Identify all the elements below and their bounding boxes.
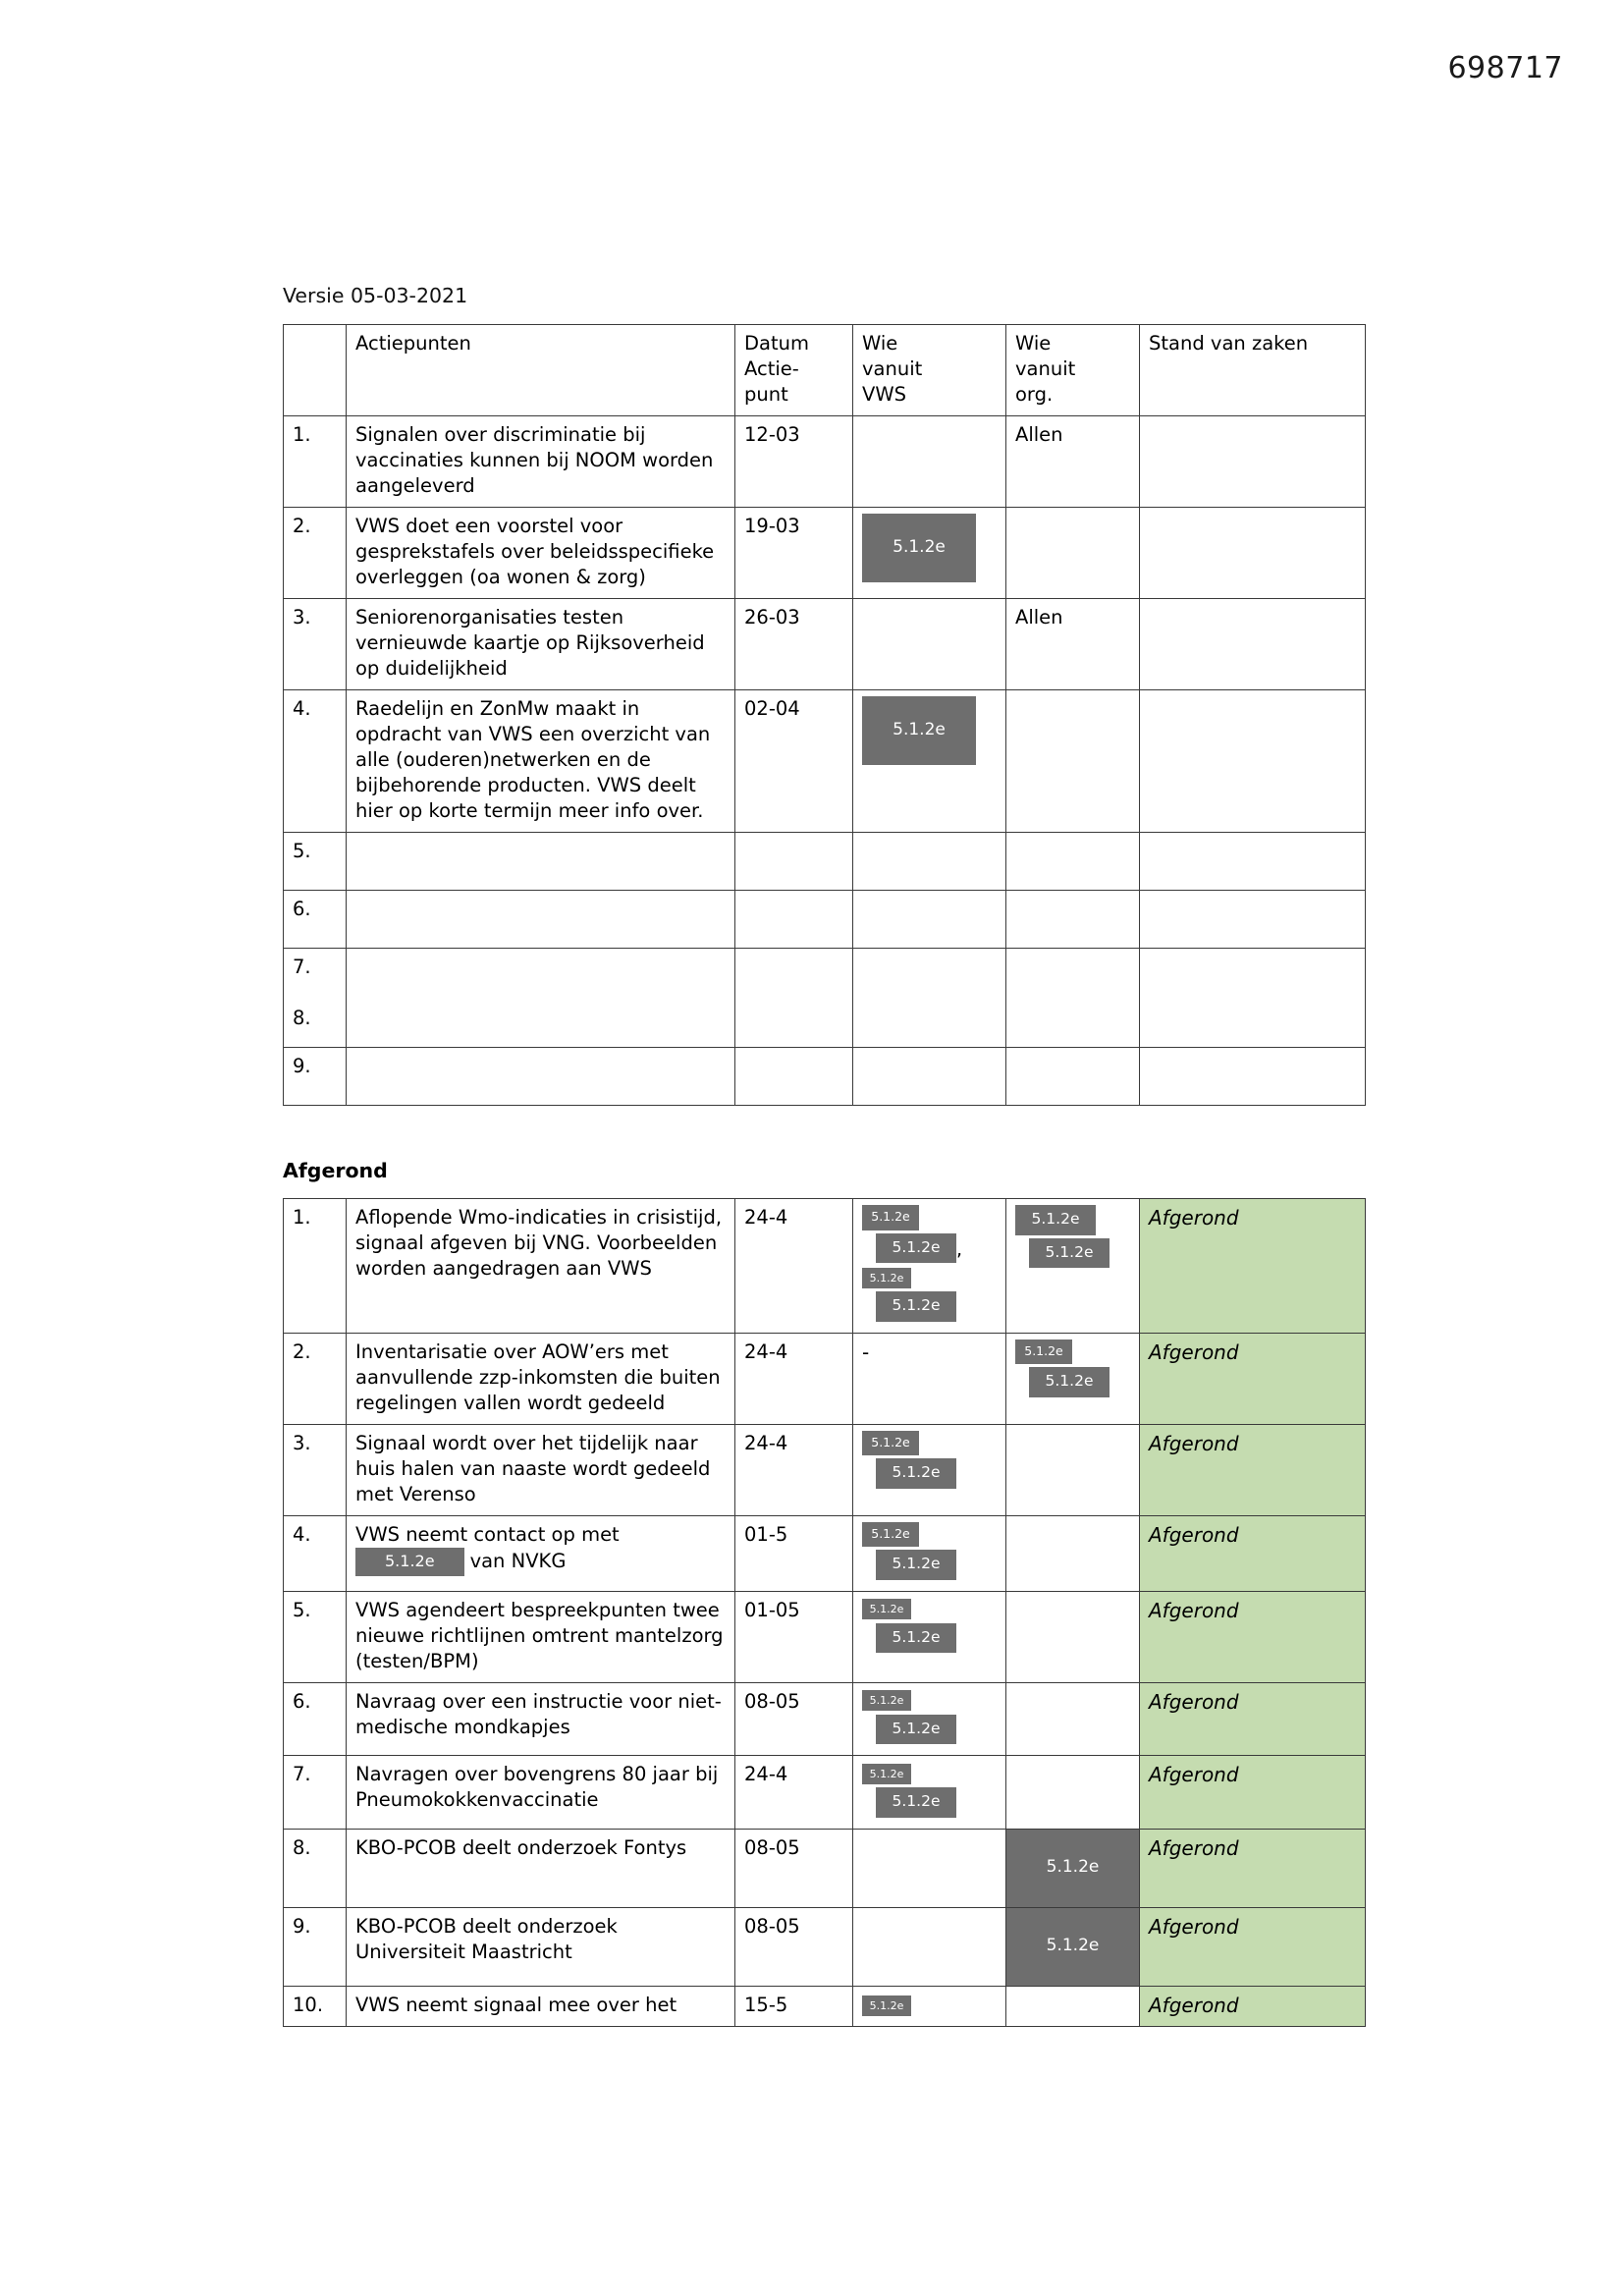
row-date: 01-5 bbox=[735, 1515, 853, 1591]
row-date: 08-05 bbox=[735, 1907, 853, 1986]
row-date bbox=[735, 891, 853, 949]
header-org-line2: vanuit bbox=[1015, 357, 1076, 380]
row-vws bbox=[853, 1424, 1006, 1515]
redaction-chip: 5.1.2e bbox=[876, 1787, 956, 1818]
redaction-chip: 5.1.2e bbox=[862, 1690, 911, 1711]
header-actiepunten: Actiepunten bbox=[347, 325, 735, 416]
header-index bbox=[284, 325, 347, 416]
row-org bbox=[1006, 1986, 1140, 2026]
row-index: 5. bbox=[284, 833, 347, 891]
table-row bbox=[284, 1048, 1366, 1106]
header-stand-van-zaken: Stand van zaken bbox=[1140, 325, 1366, 416]
redaction-chip: 5.1.2e bbox=[862, 1764, 911, 1784]
row-status: Afgerond bbox=[1140, 1591, 1366, 1682]
row-index: 8. bbox=[284, 1829, 347, 1907]
row-status bbox=[1140, 690, 1366, 833]
row-index: 4. bbox=[284, 1515, 347, 1591]
redaction-chip: 5.1.2e bbox=[876, 1715, 956, 1745]
header-datum-line1: Datum bbox=[744, 332, 809, 355]
row-date: 08-05 bbox=[735, 1682, 853, 1756]
header-datum-actiepunt bbox=[735, 325, 853, 416]
redaction-chip-line bbox=[862, 1550, 998, 1583]
row-index: 3. bbox=[284, 1424, 347, 1515]
redaction-chip-stack bbox=[862, 1689, 998, 1748]
row-vws bbox=[853, 1515, 1006, 1591]
redaction-chip-line bbox=[862, 1715, 998, 1748]
row-org: Allen bbox=[1006, 416, 1140, 508]
row-org bbox=[1006, 1591, 1140, 1682]
row-status bbox=[1140, 891, 1366, 949]
row-date: 02-04 bbox=[735, 690, 853, 833]
redaction-chip-stack bbox=[862, 1598, 998, 1657]
row-date: 26-03 bbox=[735, 599, 853, 690]
redaction-chip: 5.1.2e bbox=[862, 1599, 911, 1619]
redaction-chip-stack bbox=[862, 1205, 998, 1325]
redaction-chip: 5.1.2e bbox=[876, 1291, 956, 1322]
row-date bbox=[735, 833, 853, 891]
redaction-chip: 5.1.2e bbox=[862, 1268, 911, 1288]
row-action: Signalen over discriminatie bij vaccinaties kunnen bij NOOM worden aangeleverd bbox=[347, 416, 735, 508]
document-content bbox=[283, 283, 1365, 2027]
table-row bbox=[284, 416, 1366, 508]
row-org bbox=[1006, 1756, 1140, 1830]
row-status bbox=[1140, 416, 1366, 508]
row-vws: - bbox=[853, 1333, 1006, 1424]
row-date bbox=[735, 1048, 853, 1106]
row-org bbox=[1006, 508, 1140, 599]
row-vws bbox=[853, 416, 1006, 508]
row-action bbox=[347, 891, 735, 949]
row-org bbox=[1006, 1829, 1140, 1907]
row-vws bbox=[853, 1591, 1006, 1682]
row-action: KBO-PCOB deelt onderzoek Universiteit Maastricht bbox=[347, 1907, 735, 1986]
table-row bbox=[284, 1424, 1366, 1515]
row-action bbox=[347, 833, 735, 891]
table-row bbox=[284, 891, 1366, 949]
row-org bbox=[1006, 1048, 1140, 1106]
row-date: 24-4 bbox=[735, 1756, 853, 1830]
redaction-chip: 5.1.2e bbox=[876, 1233, 956, 1264]
row-vws bbox=[853, 1199, 1006, 1334]
table-row bbox=[284, 599, 1366, 690]
row-vws bbox=[853, 833, 1006, 891]
row-org bbox=[1006, 1907, 1140, 1986]
row-index: 6. bbox=[284, 891, 347, 949]
row-action: Raedelijn en ZonMw maakt in opdracht van VWS een overzicht van alle (ouderen)netwerken en de bijbehorende producten. VWS deelt hier op korte termijn meer info over. bbox=[347, 690, 735, 833]
row-date bbox=[735, 949, 853, 1048]
row-status bbox=[1140, 599, 1366, 690]
redaction-chip: 5.1.2e bbox=[1015, 1205, 1096, 1235]
table-header-row bbox=[284, 325, 1366, 416]
row-date: 24-4 bbox=[735, 1199, 853, 1334]
header-datum-line3: punt bbox=[744, 383, 788, 406]
row-action bbox=[347, 1515, 735, 1591]
row-vws bbox=[853, 1756, 1006, 1830]
completed-actions-table bbox=[283, 1198, 1366, 2027]
afgerond-heading: Afgerond bbox=[283, 1159, 388, 1182]
row-date: 24-4 bbox=[735, 1333, 853, 1424]
row-index-7: 7. bbox=[293, 956, 311, 978]
header-wie-vanuit-org bbox=[1006, 325, 1140, 416]
table-row bbox=[284, 1907, 1366, 1986]
row-action bbox=[347, 949, 735, 1048]
row-vws bbox=[853, 1907, 1006, 1986]
row-status bbox=[1140, 1048, 1366, 1106]
header-vws-line1: Wie bbox=[862, 332, 898, 355]
comma-separator: , bbox=[956, 1237, 963, 1260]
row-date: 15-5 bbox=[735, 1986, 853, 2026]
table-row bbox=[284, 1682, 1366, 1756]
header-wie-vanuit-vws bbox=[853, 325, 1006, 416]
row-date: 08-05 bbox=[735, 1829, 853, 1907]
row-status: Afgerond bbox=[1140, 1829, 1366, 1907]
row-status: Afgerond bbox=[1140, 1907, 1366, 1986]
row-action: KBO-PCOB deelt onderzoek Fontys bbox=[347, 1829, 735, 1907]
row-org bbox=[1006, 1515, 1140, 1591]
row-index: 2. bbox=[284, 508, 347, 599]
row-action: Signaal wordt over het tijdelijk naar huis halen van naaste wordt gedeeld met Verenso bbox=[347, 1424, 735, 1515]
row-action: Seniorenorganisaties testen vernieuwde kaartje op Rijksoverheid op duidelijkheid bbox=[347, 599, 735, 690]
row-index: 2. bbox=[284, 1333, 347, 1424]
redaction-chip: 5.1.2e bbox=[876, 1550, 956, 1580]
row-org bbox=[1006, 833, 1140, 891]
table-row bbox=[284, 1333, 1366, 1424]
row-index: 10. bbox=[284, 1986, 347, 2026]
row-status bbox=[1140, 949, 1366, 1048]
header-org-line3: org. bbox=[1015, 383, 1054, 406]
table-row bbox=[284, 1986, 1366, 2026]
row-index: 6. bbox=[284, 1682, 347, 1756]
row-date: 19-03 bbox=[735, 508, 853, 599]
row-index: 9. bbox=[284, 1907, 347, 1986]
redaction-chip: 5.1.2e bbox=[862, 1995, 911, 2016]
row-action: VWS doet een voorstel voor gesprekstafels over beleidsspecifieke overleggen (oa wonen & zorg) bbox=[347, 508, 735, 599]
redaction-chip-stack bbox=[1015, 1205, 1131, 1271]
row-org: Allen bbox=[1006, 599, 1140, 690]
row-index-8: 8. bbox=[293, 1007, 311, 1029]
row-status: Afgerond bbox=[1140, 1756, 1366, 1830]
row-status: Afgerond bbox=[1140, 1682, 1366, 1756]
row-index: 1. bbox=[284, 416, 347, 508]
table-row bbox=[284, 1756, 1366, 1830]
row-org bbox=[1006, 949, 1140, 1048]
row-org bbox=[1006, 1199, 1140, 1334]
redaction-chip: 5.1.2e bbox=[1029, 1238, 1110, 1269]
row-org bbox=[1006, 1424, 1140, 1515]
row-org bbox=[1006, 891, 1140, 949]
table-row bbox=[284, 1591, 1366, 1682]
row-status: Afgerond bbox=[1140, 1986, 1366, 2026]
redaction-chip: 5.1.2e bbox=[876, 1623, 956, 1654]
redaction-chip-stack bbox=[862, 1431, 998, 1492]
row-status: Afgerond bbox=[1140, 1424, 1366, 1515]
row-action: Aflopende Wmo-indicaties in crisistijd, signaal afgeven bij VNG. Voorbeelden worden aangedragen aan VWS bbox=[347, 1199, 735, 1334]
table-row bbox=[284, 1515, 1366, 1591]
table-row bbox=[284, 1199, 1366, 1334]
row-action-after-redaction: van NVKG bbox=[469, 1549, 567, 1572]
redaction-chip: 5.1.2e bbox=[862, 514, 976, 582]
redaction-chip-line bbox=[862, 1623, 998, 1657]
row-vws bbox=[853, 1986, 1006, 2026]
row-org bbox=[1006, 1333, 1140, 1424]
row-status: Afgerond bbox=[1140, 1515, 1366, 1591]
row-org bbox=[1006, 1682, 1140, 1756]
row-vws bbox=[853, 1682, 1006, 1756]
row-action-before-redaction: VWS neemt contact op met bbox=[355, 1522, 620, 1546]
open-actions-table bbox=[283, 324, 1366, 1106]
document-number: 698717 bbox=[1447, 51, 1563, 85]
table-row bbox=[284, 949, 1366, 1048]
row-vws bbox=[853, 891, 1006, 949]
row-index: 7. bbox=[284, 1756, 347, 1830]
row-index: 4. bbox=[284, 690, 347, 833]
row-status bbox=[1140, 833, 1366, 891]
row-status bbox=[1140, 508, 1366, 599]
redaction-chip: 5.1.2e bbox=[1006, 1908, 1139, 1986]
row-status: Afgerond bbox=[1140, 1333, 1366, 1424]
row-index: 3. bbox=[284, 599, 347, 690]
redaction-chip-stack bbox=[862, 1762, 998, 1821]
redaction-chip: 5.1.2e bbox=[876, 1458, 956, 1489]
redaction-chip: 5.1.2e bbox=[862, 1205, 919, 1230]
row-date: 01-05 bbox=[735, 1591, 853, 1682]
row-index: 9. bbox=[284, 1048, 347, 1106]
row-action: VWS agendeert bespreekpunten twee nieuwe richtlijnen omtrent mantelzorg (testen/BPM) bbox=[347, 1591, 735, 1682]
row-action: Navraag over een instructie voor niet-medische mondkapjes bbox=[347, 1682, 735, 1756]
header-org-line1: Wie bbox=[1015, 332, 1052, 355]
version-line: Versie 05-03-2021 bbox=[283, 284, 468, 307]
header-datum-line2: Actie- bbox=[744, 357, 799, 380]
redaction-chip-line bbox=[862, 1291, 998, 1325]
row-date: 24-4 bbox=[735, 1424, 853, 1515]
redaction-chip: 5.1.2e bbox=[1029, 1367, 1110, 1397]
table-row bbox=[284, 833, 1366, 891]
table-row bbox=[284, 1829, 1366, 1907]
row-date: 12-03 bbox=[735, 416, 853, 508]
table-row bbox=[284, 508, 1366, 599]
row-vws bbox=[853, 949, 1006, 1048]
row-action bbox=[347, 1048, 735, 1106]
row-status: Afgerond bbox=[1140, 1199, 1366, 1334]
header-vws-line3: VWS bbox=[862, 383, 906, 406]
redaction-chip-stack bbox=[1015, 1339, 1131, 1400]
redaction-chip: 5.1.2e bbox=[862, 1431, 919, 1456]
redaction-chip: 5.1.2e bbox=[355, 1548, 464, 1576]
row-vws bbox=[853, 690, 1006, 833]
redaction-chip-line bbox=[1015, 1238, 1131, 1272]
row-org bbox=[1006, 690, 1140, 833]
row-index bbox=[284, 949, 347, 1048]
row-vws bbox=[853, 1048, 1006, 1106]
redaction-chip: 5.1.2e bbox=[862, 1522, 919, 1548]
row-action: Inventarisatie over AOW’ers met aanvullende zzp-inkomsten die buiten regelingen vallen wordt gedeeld bbox=[347, 1333, 735, 1424]
row-action: Navragen over bovengrens 80 jaar bij Pneumokokkenvaccinatie bbox=[347, 1756, 735, 1830]
row-vws bbox=[853, 508, 1006, 599]
table-row bbox=[284, 690, 1366, 833]
row-index: 5. bbox=[284, 1591, 347, 1682]
redaction-chip: 5.1.2e bbox=[1015, 1339, 1072, 1365]
redaction-chip-line bbox=[862, 1233, 998, 1267]
redaction-chip: 5.1.2e bbox=[1006, 1830, 1139, 1907]
row-vws bbox=[853, 1829, 1006, 1907]
redaction-chip-line bbox=[1015, 1367, 1131, 1400]
redaction-chip-line bbox=[862, 1787, 998, 1821]
row-vws bbox=[853, 599, 1006, 690]
redaction-chip-stack bbox=[862, 1522, 998, 1583]
row-action: VWS neemt signaal mee over het bbox=[347, 1986, 735, 2026]
redaction-chip: 5.1.2e bbox=[862, 696, 976, 765]
row-index: 1. bbox=[284, 1199, 347, 1334]
redaction-chip-line bbox=[862, 1458, 998, 1492]
header-vws-line2: vanuit bbox=[862, 357, 923, 380]
